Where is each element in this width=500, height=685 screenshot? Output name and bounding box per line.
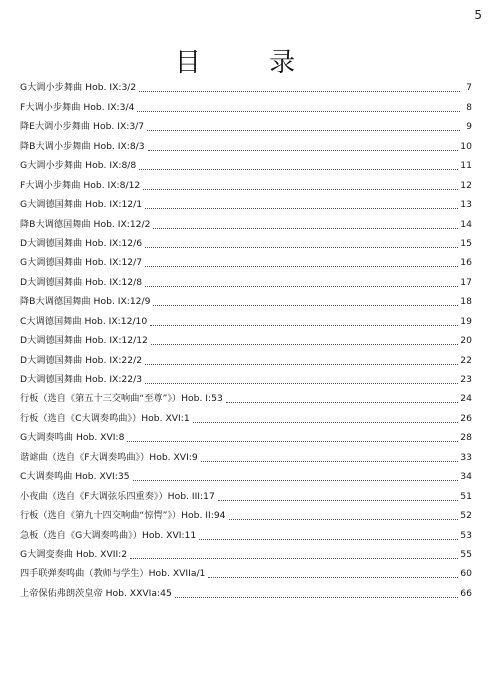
- toc-entry-title: 降E大调小步舞曲 Hob. IX:3/7: [20, 121, 145, 133]
- toc-entry-page: 15: [460, 237, 472, 249]
- toc-entry: [20, 269, 472, 288]
- toc-entry-title: 行板（选自《第九十四交响曲“惊愕”》）Hob. II:94: [20, 510, 226, 522]
- toc-entry-title: D大调德国舞曲 Hob. IX:12/8: [20, 276, 143, 288]
- toc-entry-page: 12: [460, 179, 472, 191]
- toc-entry: [20, 542, 472, 561]
- toc-entry-page: 66: [460, 587, 472, 599]
- toc-entry-title: D大调德国舞曲 Hob. IX:12/12: [20, 335, 148, 347]
- toc-entry-page: 10: [460, 140, 472, 152]
- dot-leader: [226, 401, 458, 403]
- toc-entry-title: C大调奏鸣曲 Hob. XVI:35: [20, 471, 130, 483]
- toc-entry-title: F大调小步舞曲 Hob. IX:8/12: [20, 179, 141, 191]
- dot-leader: [201, 460, 459, 462]
- toc-entry-page: 8: [466, 101, 472, 113]
- toc-entry: [20, 231, 472, 250]
- toc-entry-title: 小夜曲（选自《F大调弦乐四重奏》）Hob. III:17: [20, 490, 215, 502]
- toc-entry-title: G大调小步舞曲 Hob. IX:8/8: [20, 160, 137, 172]
- dot-leader: [133, 479, 459, 481]
- toc-entry: [20, 172, 472, 191]
- toc-entry-title: 上帝保佑弗朗茨皇帝 Hob. XXVIa:45: [20, 587, 172, 599]
- dot-leader: [145, 382, 458, 384]
- toc-entry: [20, 211, 472, 230]
- dot-leader: [139, 90, 460, 92]
- toc-entry-page: 53: [460, 529, 472, 541]
- toc-entry-page: 24: [460, 393, 472, 405]
- toc-entry: [20, 464, 472, 483]
- dot-leader: [127, 440, 458, 442]
- toc-entry: [20, 75, 472, 94]
- dot-leader: [145, 363, 458, 365]
- toc-entry-page: 34: [460, 471, 472, 483]
- toc-entry: [20, 114, 472, 133]
- toc-entry: [20, 289, 472, 308]
- toc-entry-title: G大调德国舞曲 Hob. IX:12/1: [20, 199, 143, 211]
- toc-entry: [20, 386, 472, 405]
- dot-leader: [175, 596, 458, 598]
- dot-leader: [153, 227, 458, 229]
- toc-entry-title: 行板（选自《第五十三交响曲“至尊”》）Hob. I:53: [20, 393, 223, 405]
- toc-entry-title: D大调德国舞曲 Hob. IX:22/3: [20, 374, 143, 385]
- toc-entry: [20, 483, 472, 502]
- toc-entry-title: 谐谑曲（选自《F大调奏鸣曲》）Hob. XVI:9: [20, 451, 198, 463]
- toc-entry-title: D大调德国舞曲 Hob. IX:12/6: [20, 237, 143, 249]
- toc-entry: [20, 561, 472, 580]
- dot-leader: [145, 265, 458, 267]
- toc-entry-title: 四手联弹奏鸣曲（教师与学生）Hob. XVIIa/1: [20, 568, 206, 580]
- dot-leader: [153, 304, 458, 306]
- dot-leader: [139, 168, 458, 170]
- toc-entry: [20, 580, 472, 599]
- toc-entry-page: 9: [466, 121, 472, 133]
- toc-entry: [20, 328, 472, 347]
- toc-entry-page: 7: [466, 82, 472, 94]
- toc-entry-page: 19: [460, 315, 472, 327]
- toc-entry-title: 降B大调小步舞曲 Hob. IX:8/3: [20, 140, 145, 152]
- dot-leader: [193, 421, 459, 423]
- dot-leader: [137, 110, 460, 112]
- toc-entry-title: C大调德国舞曲 Hob. IX:12/10: [20, 315, 148, 327]
- toc-entry-page: 26: [460, 412, 472, 424]
- toc-entry: [20, 425, 472, 444]
- toc-entry-page: 23: [460, 374, 472, 385]
- toc-entry-page: 55: [460, 548, 472, 560]
- toc-entry: [20, 444, 472, 463]
- toc-entry: [20, 94, 472, 113]
- dot-leader: [130, 557, 458, 559]
- toc-entry-page: 60: [460, 568, 472, 580]
- toc-entry: [20, 133, 472, 152]
- dot-leader: [151, 343, 458, 345]
- toc-entry-page: 22: [460, 354, 472, 366]
- dot-leader: [208, 576, 458, 578]
- toc-entry-title: 降B大调德国舞曲 Hob. IX:12/9: [20, 296, 151, 308]
- page-number: 5: [474, 8, 482, 22]
- toc-entry: [20, 250, 472, 269]
- toc-entry: [20, 308, 472, 327]
- dot-leader: [143, 188, 458, 190]
- toc-entry-title: 行板（选自《C大调奏鸣曲》）Hob. XVI:1: [20, 412, 190, 424]
- toc-entry: [20, 153, 472, 172]
- toc-entry-title: 降B大调德国舞曲 Hob. IX:12/2: [20, 218, 151, 230]
- toc-entry-page: 28: [460, 432, 472, 444]
- toc-entry-page: 14: [460, 218, 472, 230]
- toc-entry-title: G大调小步舞曲 Hob. IX:3/2: [20, 82, 137, 94]
- toc-entry-title: D大调德国舞曲 Hob. IX:22/2: [20, 354, 143, 366]
- toc-entry-page: 33: [460, 451, 472, 463]
- toc-entry-title: G大调德国舞曲 Hob. IX:12/7: [20, 257, 143, 269]
- toc-entry-page: 18: [460, 296, 472, 308]
- toc-entry: [20, 367, 472, 386]
- dot-leader: [145, 246, 458, 248]
- toc-entry-title: 急板（选自《G大调奏鸣曲》）Hob. XVI:11: [20, 529, 197, 541]
- page-title: 目 录: [174, 48, 326, 78]
- toc-entry-page: 11: [460, 160, 472, 172]
- toc-entry-page: 52: [460, 510, 472, 522]
- table-of-contents: [20, 75, 472, 600]
- dot-leader: [148, 149, 459, 151]
- toc-entry-page: 16: [460, 257, 472, 269]
- toc-entry-page: 13: [460, 199, 472, 211]
- toc-entry: [20, 192, 472, 211]
- toc-entry: [20, 503, 472, 522]
- dot-leader: [229, 518, 459, 520]
- dot-leader: [147, 129, 460, 131]
- toc-entry-page: 51: [460, 490, 472, 502]
- toc-entry-title: F大调小步舞曲 Hob. IX:3/4: [20, 101, 135, 113]
- dot-leader: [150, 324, 458, 326]
- toc-entry-title: G大调变奏曲 Hob. XVII:2: [20, 548, 128, 560]
- toc-entry-title: G大调奏鸣曲 Hob. XVI:8: [20, 432, 125, 444]
- toc-entry-page: 17: [460, 276, 472, 288]
- dot-leader: [199, 538, 458, 540]
- dot-leader: [145, 207, 458, 209]
- toc-entry: [20, 522, 472, 541]
- toc-entry-page: 20: [460, 335, 472, 347]
- dot-leader: [218, 499, 458, 501]
- toc-entry: [20, 405, 472, 424]
- toc-entry: [20, 347, 472, 366]
- dot-leader: [145, 285, 458, 287]
